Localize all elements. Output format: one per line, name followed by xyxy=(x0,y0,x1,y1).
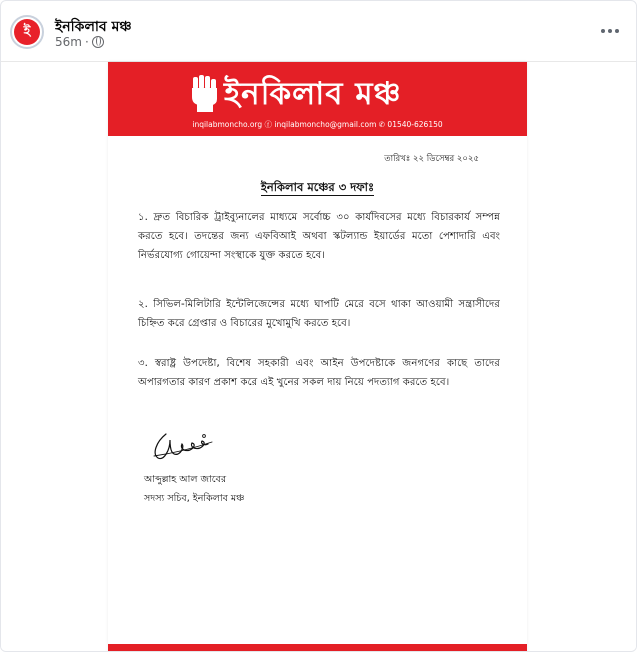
post-image[interactable] xyxy=(1,61,637,652)
signer-title: সদস্য সচিব, ইনকিলাব মঞ্চ xyxy=(144,493,245,504)
handwritten-signature xyxy=(148,428,218,464)
letter-heading xyxy=(108,179,527,198)
meta-separator: · xyxy=(84,35,89,49)
letterhead-contact: inqilabmoncho.org ⓕ inqilabmoncho@gmail.com ✆ 01540-626150 xyxy=(192,120,443,129)
avatar-logo: ই xyxy=(14,19,40,45)
signer-name: আব্দুল্লাহ আল জাবের xyxy=(144,474,227,485)
press-letter xyxy=(108,62,527,652)
letter-heading-text: ইনকিলাব মঞ্চের ৩ দফাঃ xyxy=(260,180,375,194)
letterhead-brand: ইনকিলাব মঞ্চ xyxy=(224,76,402,112)
post-time[interactable]: 56m xyxy=(55,35,82,49)
raised-fist-icon xyxy=(187,73,221,113)
page-avatar[interactable] xyxy=(10,15,44,49)
post-meta xyxy=(55,35,104,49)
demand-2: ২. সিভিল-মিলিটারি ইন্টেলিজেন্সের মধ্যে ঘাপটি মেরে বসে থাকা আওয়ামী সন্ত্রাসীদের চিহ্নিত করে গ্রেপ্তার ও বিচারের মুখোমুখি করতে হবে। xyxy=(138,299,500,329)
post-header xyxy=(1,1,636,61)
more-dot-icon xyxy=(601,29,605,33)
more-dot-icon xyxy=(608,29,612,33)
letter-date: তারিখঃ ২২ ডিসেম্বর ২০২৫ xyxy=(384,154,479,164)
globe-icon[interactable] xyxy=(92,36,104,48)
letterhead-banner xyxy=(108,62,527,136)
demand-3: ৩. স্বরাষ্ট্র উপদেষ্টা, বিশেষ সহকারী এবং আইন উপদেষ্টাকে জনগণের কাছে তাদের অপারগতার কারণ প্রকাশ করে এই খুনের সকল দায় নিয়ে পদত্যাগ করতে হবে। xyxy=(138,358,500,388)
page-name-link[interactable]: ইনকিলাব মঞ্চ xyxy=(55,19,132,35)
demand-1: ১. দ্রুত বিচারিক ট্রাইব্যুনালের মাধ্যমে সর্বোচ্চ ৩০ কার্যদিবসের মধ্যে বিচারকার্য সম্পন্ন করতে হবে। তদন্তের জন্য এফবিআই অথবা স্কটল্যান্ড ইয়ার্ডের মতো পেশাদারি এবং নির্ভরযোগ্য গোয়েন্দা সংস্থাকে যুক্ত করতে হবে। xyxy=(138,212,500,261)
more-options-button[interactable] xyxy=(598,19,622,43)
more-dot-icon xyxy=(615,29,619,33)
letter-footer-bar xyxy=(108,644,527,652)
